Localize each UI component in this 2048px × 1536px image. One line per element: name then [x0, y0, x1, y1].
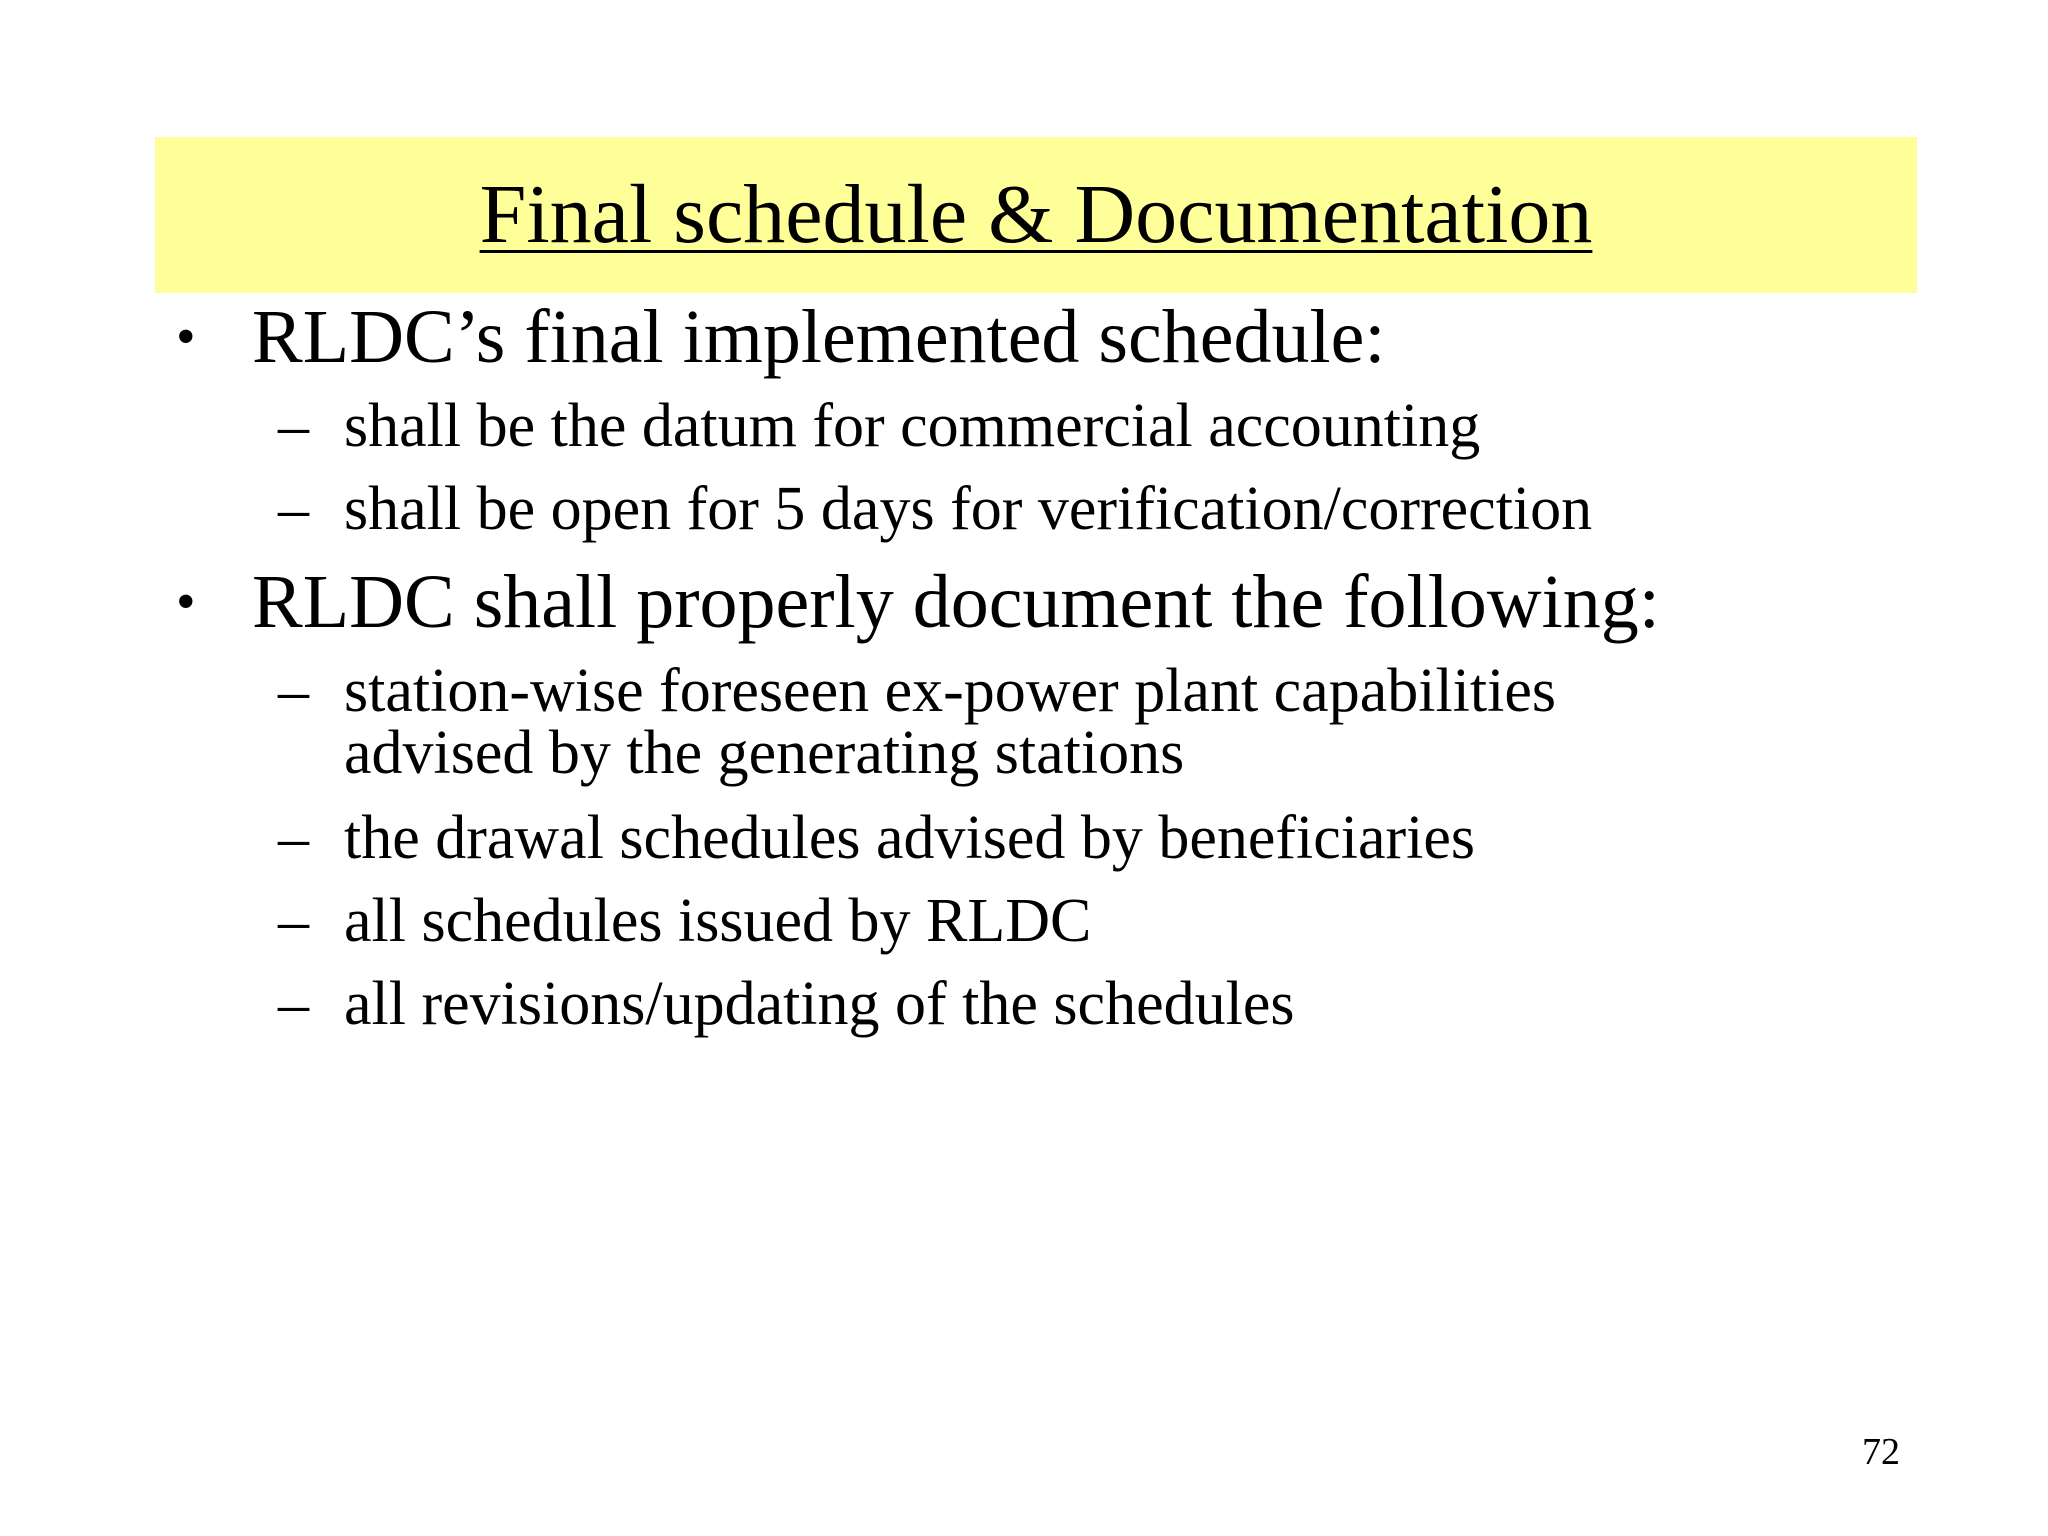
slide-title: Final schedule & Documentation: [479, 168, 1593, 261]
dash-marker: –: [278, 887, 309, 955]
bullet-marker: •: [176, 571, 196, 633]
sub-item-text: all revisions/updating of the schedules: [344, 970, 1295, 1038]
page-number: 72: [1862, 1431, 1900, 1473]
sub-item-text: the drawal schedules advised by beneficiaries: [344, 804, 1476, 872]
sub-item-text: shall be the datum for commercial accounting: [344, 392, 1481, 460]
sub-item-text: all schedules issued by RLDC: [344, 887, 1092, 955]
dash-marker: –: [278, 804, 309, 872]
dash-marker: –: [278, 970, 309, 1038]
sub-item-text: advised by the generating stations: [344, 719, 1185, 787]
dash-marker: –: [278, 392, 309, 460]
dash-marker: –: [278, 657, 309, 725]
sub-item-text: shall be open for 5 days for verification/correction: [344, 475, 1593, 543]
bullet-marker: •: [176, 306, 196, 368]
bullet-text: RLDC shall properly document the following:: [252, 560, 1660, 644]
sub-item-text: station-wise foreseen ex-power plant capabilities: [344, 657, 1556, 725]
dash-marker: –: [278, 475, 309, 543]
bullet-text: RLDC’s final implemented schedule:: [252, 295, 1386, 379]
